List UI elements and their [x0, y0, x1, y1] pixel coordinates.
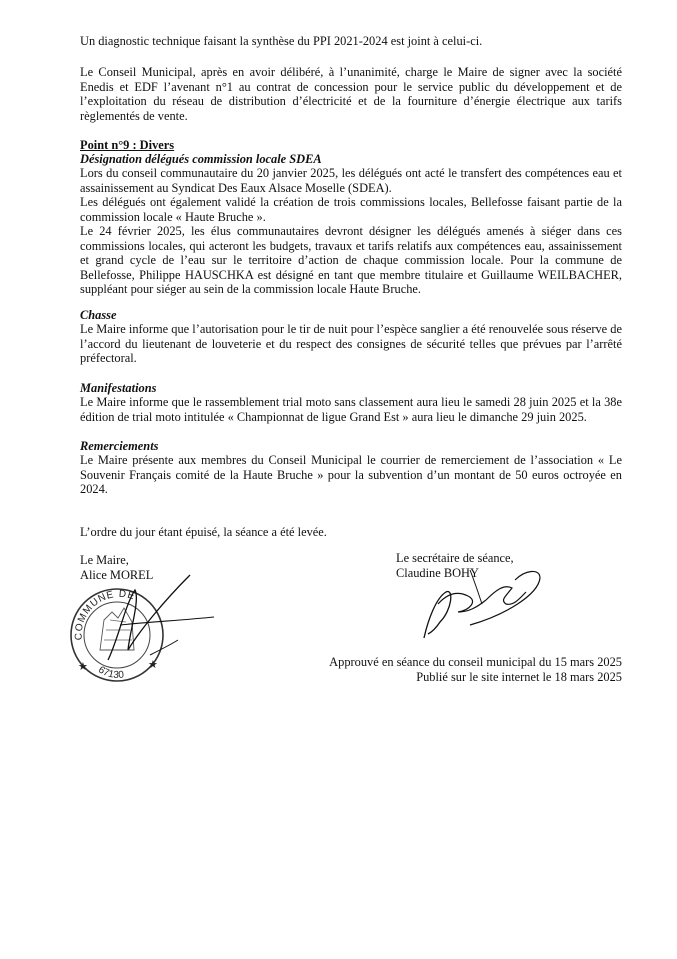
- sdea-paragraph-3: Le 24 février 2025, les élus communautaires devront désigner les délégués amenés à siéger dans ces commissions locales, qui acteront les budgets, travaux et tarifs relatifs aux compétences eau, assainissement et grand cycle de l’eau sur le territoire d’action de chaque commission locale. Pour la commune de Bellefosse, Philippe HAUSCHKA est désigné en tant que membre titulaire et Guillaume WEILBACHER, suppléant pour siéger au sein de la commission locale Haute Bruche.: [80, 224, 622, 297]
- remerciements-paragraph: Le Maire présente aux membres du Conseil Municipal le courrier de remerciement de l’association « Le Souvenir Français comité de la Haute Bruche » pour la subvention d’un montant de 50 euros octroyée en 2024.: [80, 453, 622, 497]
- closing-sentence: L’ordre du jour étant épuisé, la séance a été levée.: [80, 525, 327, 539]
- stamp-text-bottom: 67130: [96, 664, 125, 682]
- manifestations-paragraph: Le Maire informe que le rassemblement trial moto sans classement aura lieu le samedi 28 juin 2025 et la 38e édition de trial moto intitulée « Championnat de ligue Grand Est » aura lieu le dimanche 29 juin 2025.: [80, 395, 622, 424]
- subsection-title-remerciements: Remerciements: [80, 439, 159, 453]
- chasse-paragraph: Le Maire informe que l’autorisation pour le tir de nuit pour l’espèce sanglier a été renouvelée sous réserve de l’accord du lieutenant de louveterie et du respect des consignes de sécurité telles que prévues par l’arrêté préfectoral.: [80, 322, 622, 366]
- published-line: Publié sur le site internet le 18 mars 2025: [416, 669, 622, 684]
- sdea-paragraph-2: Les délégués ont également validé la création de trois commissions locales, Bellefosse faisant partie de la commission locale « Haute Bruche ».: [80, 195, 622, 224]
- secretaire-name: Claudine BOHY: [396, 565, 479, 580]
- approved-line: Approuvé en séance du conseil municipal du 15 mars 2025: [329, 655, 622, 669]
- maire-name: Alice MOREL: [80, 567, 154, 582]
- subsection-title-sdea: Désignation délégués commission locale SDEA: [80, 152, 322, 166]
- svg-text:★: ★: [78, 661, 88, 673]
- diagnostic-paragraph: Un diagnostic technique faisant la synthèse du PPI 2021-2024 est joint à celui-ci.: [80, 34, 483, 48]
- svg-text:★: ★: [148, 659, 158, 671]
- subsection-title-chasse: Chasse: [80, 308, 117, 322]
- maire-role: Le Maire,: [80, 553, 129, 567]
- approval-footer: [329, 655, 622, 684]
- section-title-point9: Point n°9 : Divers: [80, 138, 175, 152]
- stamp-text-top: COMMUNE DE: [73, 588, 137, 641]
- sdea-paragraph-1: Lors du conseil communautaire du 20 janvier 2025, les délégués ont acté le transfert des compétences eau et assainissement au Syndicat Des Eaux Alsace Moselle (SDEA).: [80, 166, 622, 195]
- deliberation-paragraph: Le Conseil Municipal, après en avoir délibéré, à l’unanimité, charge le Maire de signer avec la société Enedis et EDF l’avenant n°1 au contrat de concession pour le service public du développement et de l’exploitation du réseau de distribution d’électricité et de la fourniture d’énergie électrique aux tarifs règlementés de vente.: [80, 65, 622, 123]
- secretaire-role: Le secrétaire de séance,: [396, 551, 514, 565]
- subsection-title-manifestations: Manifestations: [80, 381, 157, 395]
